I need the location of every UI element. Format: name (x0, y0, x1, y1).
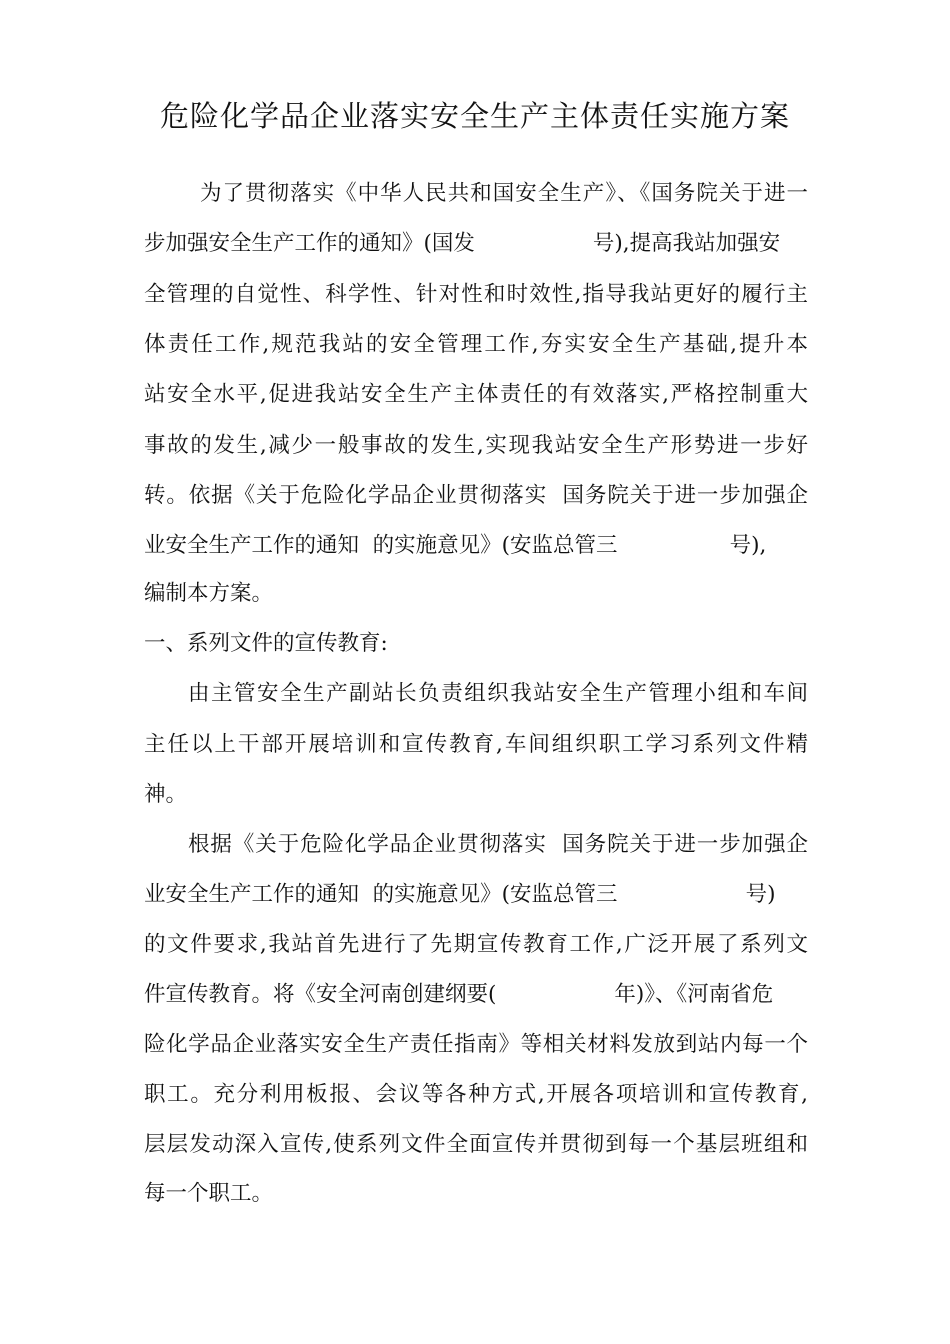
intro-line-8-end: 号), (729, 533, 767, 558)
section-1-p1-line-1: 由主管安全生产副站长负责组织我站安全生产管理小组和车间 (188, 681, 808, 706)
section-1-p2-line-4-start: 件宣传教育。将《安全河南创建纲要( (144, 982, 497, 1007)
section-1-p1-line-2: 主任以上干部开展培训和宣传教育,车间组织职工学习系列文件精 (144, 732, 808, 757)
intro-line-2-end: 号),提高我站加强安 (592, 231, 781, 256)
section-1-p2-line-4-end: 年)》、《河南省危 (614, 982, 774, 1007)
intro-line-2-start: 步加强安全生产工作的通知》(国发 (144, 231, 475, 256)
intro-line-5: 站安全水平,促进我站安全生产主体责任的有效落实,严格控制重大 (144, 382, 808, 407)
section-1-p2-line-2-end: 号) (745, 882, 776, 907)
section-1-p2-line-7: 层层发动深入宣传,使系列文件全面宣传并贯彻到每一个基层班组和 (144, 1132, 808, 1157)
section-1-p2-line-5: 险化学品企业落实安全生产责任指南》等相关材料发放到站内每一个 (144, 1032, 808, 1057)
section-1-p1-line-3: 神。 (144, 782, 188, 807)
section-1-p2-line-2 (144, 880, 808, 910)
intro-line-6: 事故的发生,减少一般事故的发生,实现我站安全生产形势进一步好 (144, 433, 808, 458)
intro-line-2 (144, 229, 808, 259)
intro-line-7: 转。依据《关于危险化学品企业贯彻落实 国务院关于进一步加强企 (144, 483, 808, 508)
intro-line-9: 编制本方案。 (144, 581, 274, 606)
intro-line-3: 全管理的自觉性、科学性、针对性和时效性,指导我站更好的履行主 (144, 282, 808, 307)
section-1-p2-line-8: 每一个职工。 (144, 1181, 274, 1206)
section-1-p2-line-1: 根据《关于危险化学品企业贯彻落实 国务院关于进一步加强企 (188, 832, 808, 857)
intro-line-1: 为了贯彻落实《中华人民共和国安全生产》、《国务院关于进一 (200, 181, 808, 206)
document-title: 危险化学品企业落实安全生产主体责任实施方案 (159, 99, 790, 133)
intro-line-8-start: 业安全生产工作的通知 的实施意见》(安监总管三 (144, 533, 618, 558)
section-1-heading: 一、系列文件的宣传教育: (144, 631, 388, 656)
section-1-p2-line-6: 职工。充分利用板报、会议等各种方式,开展各项培训和宣传教育, (144, 1082, 808, 1107)
section-1-p2-line-2-start: 业安全生产工作的通知 的实施意见》(安监总管三 (144, 882, 618, 907)
section-1-p2-line-4 (144, 980, 808, 1010)
section-1-p2-line-3: 的文件要求,我站首先进行了先期宣传教育工作,广泛开展了系列文 (144, 932, 808, 957)
intro-line-8 (144, 531, 808, 561)
intro-line-4: 体责任工作,规范我站的安全管理工作,夯实安全生产基础,提升本 (144, 332, 808, 357)
